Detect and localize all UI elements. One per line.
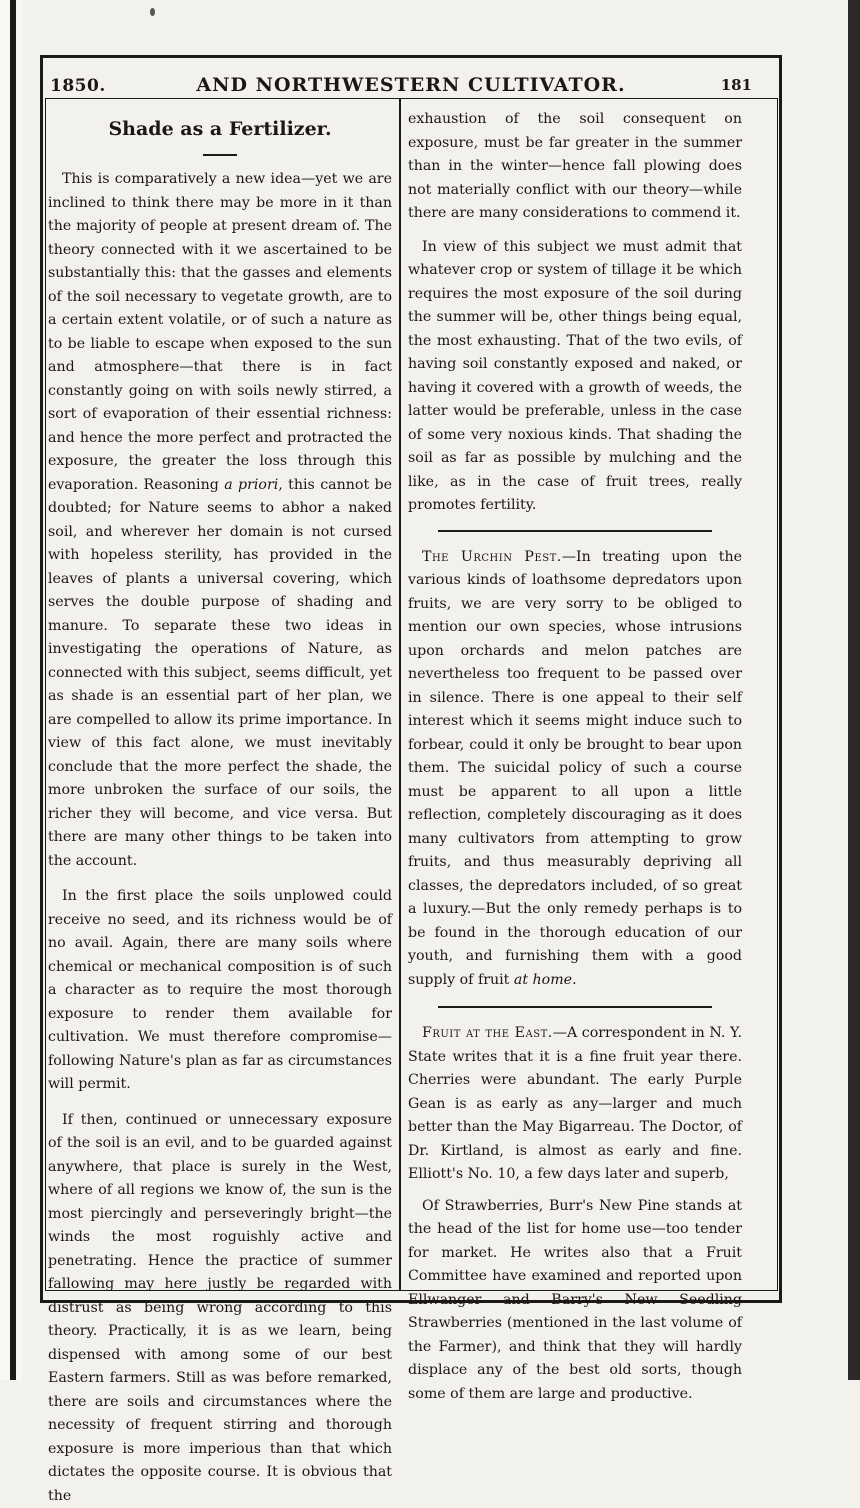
article-title: Shade as a Fertilizer. [48, 114, 392, 144]
article-paragraph-2: In the first place the soils unplowed could receive no seed, and its richness would be of no avail. Again, there are many soils where chemical or mechanical composition is of such a character as to require the most thorough exposure to render them available for cultivation. We must therefore compromise—following Nature's plan as far as circumstances will permit. [48, 885, 392, 1097]
fruit-east-heading: Fruit at the East. [422, 1025, 553, 1041]
urchin-pest-heading: The Urchin Pest. [422, 549, 562, 565]
right-column [408, 108, 742, 1406]
section-separator [438, 530, 712, 532]
column-divider [399, 98, 401, 1291]
header-title: AND NORTHWESTERN CULTIVATOR. [40, 74, 782, 96]
latin-phrase: a priori [224, 477, 278, 493]
article-continuation: exhaustion of the soil consequent on exposure, must be far greater in the summer than in the winter—hence fall plowing does not materially conflict with our theory—while there are many considerations to commend it. [408, 108, 742, 226]
fruit-east-paragraph: Fruit at the East.—A correspondent in N. Y. State writes that it is a fine fruit year there. Cherries were abundant. The early Purple Gean is as early as any—larger and much better than the May Bigarreau. The Doctor, of Dr. Kirtland, is almost as early and fine. Elliott's No. 10, a few days later and superb, [408, 1022, 742, 1187]
header-page-number: 181 [721, 76, 752, 94]
urchin-pest-paragraph: The Urchin Pest.—In treating upon the various kinds of loathsome depredators upon fruits, we are very sorry to be obliged to mention our own species, whose intrusions upon orchards and melon patches are nevertheless too frequent to be passed over in silence. There is one appeal to their self interest which it seems might induce such to forbear, could it only be brought to bear upon them. The suicidal policy of such a course must be apparent to all upon a little reflection, completely discouraging as it does many cultivators from attempting to grow fruits, and thus measurably depriving all classes, the depredators included, of so great a luxury.—But the only remedy perhaps is to be found in the thorough education of our youth, and furnishing them with a good supply of fruit at home. [408, 546, 742, 993]
article-paragraph-1: This is comparatively a new idea—yet we are inclined to think there may be more in it than the majority of people at present dream of. The theory connected with it we ascertained to be substantially this: that the gasses and elements of the soil necessary to vegetate growth, are to a certain extent volatile, or of such a nature as to be liable to escape when exposed to the sun and atmosphere—that there is in fact constantly going on with soils newly stirred, a sort of evaporation of their essential richness: and hence the more perfect and protracted the exposure, the greater the loss through this evaporation. Reasoning a priori, this cannot be doubted; for Nature seems to abhor a naked soil, and wherever her domain is not cursed with hopeless sterility, has provided in the leaves of plants a universal covering, which serves the double purpose of shading and manure. To separate these two ideas in investigating the operations of Nature, as connected with this subject, seems difficult, yet as shade is an essential part of her plan, we are compelled to allow its prime importance. In view of this fact alone, we must inevitably conclude that the more perfect the shade, the more unbroken the surface of our soils, the richer they will become, and vice versa. But there are many other things to be taken into the account. [48, 168, 392, 873]
article-conclusion: In view of this subject we must admit that whatever crop or system of tillage it be which requires the most exposure of the soil during the summer will be, other things being equal, the most exhausting. That of the two evils, of having soil constantly exposed and naked, or having it covered with a growth of weeds, the latter would be preferable, unless in the case of some very noxious kinds. That shading the soil as far as possible by mulching and the like, as in the case of fruit trees, really promotes fertility. [408, 236, 742, 518]
page-header [40, 66, 782, 96]
header-year: 1850. [50, 76, 106, 96]
article-paragraph-3: If then, continued or unnecessary exposure of the soil is an evil, and to be guarded against anywhere, that place is surely in the West, where of all regions we know of, the sun is the most piercingly and perseveringly bright—the winds the most roguishly active and penetrating. Hence the practice of summer fallowing may here justly be regarded with distrust as being wrong according to this theory. Practically, it is as we learn, being dispensed with among some of our best Eastern farmers. Still as was before remarked, there are soils and circumstances where the necessity of frequent stirring and thorough exposure is more imperious than that which dictates the opposite course. It is obvious that the [48, 1109, 392, 1508]
title-rule [203, 154, 237, 156]
left-column [48, 108, 392, 1508]
strawberries-paragraph: Of Strawberries, Burr's New Pine stands at the head of the list for home use—too tender for market. He writes also that a Fruit Committee have examined and reported upon Ellwanger and Barry's New Seedling Strawberries (mentioned in the last volume of the Farmer), and think that they will hardly displace any of the best old sorts, though some of them are large and productive. [408, 1195, 742, 1407]
ink-speck [150, 8, 155, 16]
scan-binding-shadow [10, 0, 16, 1380]
scan-right-edge [848, 0, 860, 1380]
section-separator-dotted [438, 1006, 712, 1008]
